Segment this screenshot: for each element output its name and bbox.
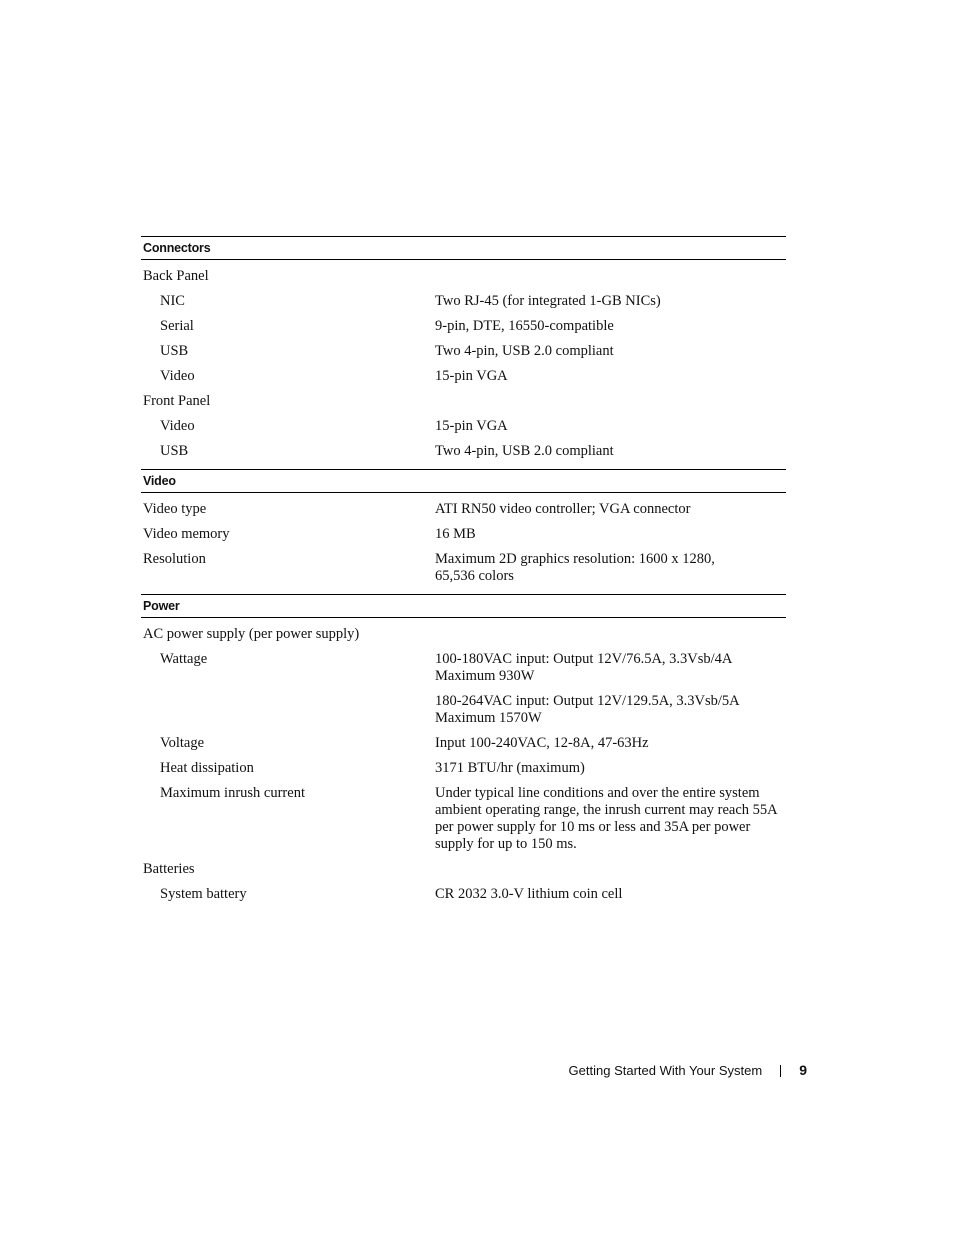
spec-value-line: CR 2032 3.0-V lithium coin cell [435, 886, 623, 902]
spec-label: Front Panel [143, 393, 211, 409]
spec-value-line: supply for up to 150 ms. [435, 836, 577, 852]
spec-label: Wattage [160, 651, 208, 667]
spec-value [435, 886, 786, 903]
section-heading: Power [141, 594, 786, 618]
section-body [141, 618, 786, 912]
spec-label: Serial [160, 318, 194, 334]
spec-row [141, 878, 786, 903]
spec-row [141, 410, 786, 435]
spec-row [141, 310, 786, 335]
spec-value [435, 861, 786, 878]
spec-value-line: Two 4-pin, USB 2.0 compliant [435, 343, 614, 359]
spec-row [141, 543, 786, 585]
spec-row [141, 435, 786, 460]
spec-row [141, 285, 786, 310]
spec-value-line: Two 4-pin, USB 2.0 compliant [435, 443, 614, 459]
section-heading: Video [141, 469, 786, 493]
spec-value-line: Maximum 930W [435, 668, 535, 684]
section-body [141, 260, 786, 469]
spec-table [141, 236, 786, 912]
spec-label: Video memory [143, 526, 230, 542]
spec-value [435, 393, 786, 410]
spec-value-line: 15-pin VGA [435, 368, 508, 384]
spec-row [141, 493, 786, 518]
spec-value [435, 785, 786, 853]
spec-value [435, 626, 786, 643]
spec-row [141, 727, 786, 752]
spec-value-line: 100-180VAC input: Output 12V/76.5A, 3.3Vsb/4A [435, 651, 733, 667]
spec-value [435, 551, 786, 585]
page-footer [569, 1062, 807, 1079]
subsection-heading [141, 853, 786, 878]
spec-value [435, 343, 786, 360]
spec-value [435, 735, 786, 752]
spec-value-line: per power supply for 10 ms or less and 35A per power [435, 819, 751, 835]
spec-label: USB [160, 443, 189, 459]
footer-title: Getting Started With Your System [568, 1063, 763, 1078]
footer-separator [780, 1065, 781, 1077]
spec-value [435, 293, 786, 310]
spec-value [435, 693, 786, 727]
spec-label [141, 693, 435, 727]
spec-value-line: 16 MB [435, 526, 476, 542]
spec-value [435, 418, 786, 435]
spec-value-line: ambient operating range, the inrush current may reach 55A [435, 802, 778, 818]
spec-value-line: Two RJ-45 (for integrated 1-GB NICs) [435, 293, 661, 309]
spec-value [435, 318, 786, 335]
spec-label: Video [160, 368, 195, 384]
spec-label: AC power supply (per power supply) [143, 626, 360, 642]
spec-label: Back Panel [143, 268, 209, 284]
spec-row [141, 360, 786, 385]
section-heading: Connectors [141, 236, 786, 260]
spec-label: Heat dissipation [160, 760, 254, 776]
spec-label: NIC [160, 293, 185, 309]
spec-label: System battery [160, 886, 247, 902]
spec-row [141, 777, 786, 853]
spec-value [435, 268, 786, 285]
spec-value-line: Under typical line conditions and over the entire system [435, 785, 760, 801]
spec-value [435, 443, 786, 460]
subsection-heading [141, 385, 786, 410]
spec-label: Resolution [143, 551, 206, 567]
spec-value [435, 368, 786, 385]
spec-row [141, 643, 786, 685]
spec-value [435, 651, 786, 685]
spec-value-line: Maximum 1570W [435, 710, 542, 726]
spec-value [435, 501, 786, 518]
spec-label: USB [160, 343, 189, 359]
spec-value-line: 9-pin, DTE, 16550-compatible [435, 318, 614, 334]
subsection-heading [141, 618, 786, 643]
spec-label: Batteries [143, 861, 195, 877]
spec-label: Voltage [160, 735, 205, 751]
spec-value-line: 65,536 colors [435, 568, 514, 584]
spec-value-line: ATI RN50 video controller; VGA connector [435, 501, 691, 517]
subsection-heading [141, 260, 786, 285]
spec-value [435, 526, 786, 543]
spec-label: Video [160, 418, 195, 434]
page-number: 9 [799, 1062, 807, 1078]
spec-row [141, 752, 786, 777]
spec-value [435, 760, 786, 777]
spec-value-line: Maximum 2D graphics resolution: 1600 x 1280, [435, 551, 715, 567]
spec-value-line: 3171 BTU/hr (maximum) [435, 760, 585, 776]
spec-value-line: Input 100-240VAC, 12-8A, 47-63Hz [435, 735, 649, 751]
spec-row [141, 685, 786, 727]
spec-value-line: 180-264VAC input: Output 12V/129.5A, 3.3Vsb/5A [435, 693, 740, 709]
section-body [141, 493, 786, 594]
spec-label: Video type [143, 501, 207, 517]
spec-label: Maximum inrush current [160, 785, 305, 801]
spec-value-line: 15-pin VGA [435, 418, 508, 434]
spec-row [141, 518, 786, 543]
spec-row [141, 335, 786, 360]
